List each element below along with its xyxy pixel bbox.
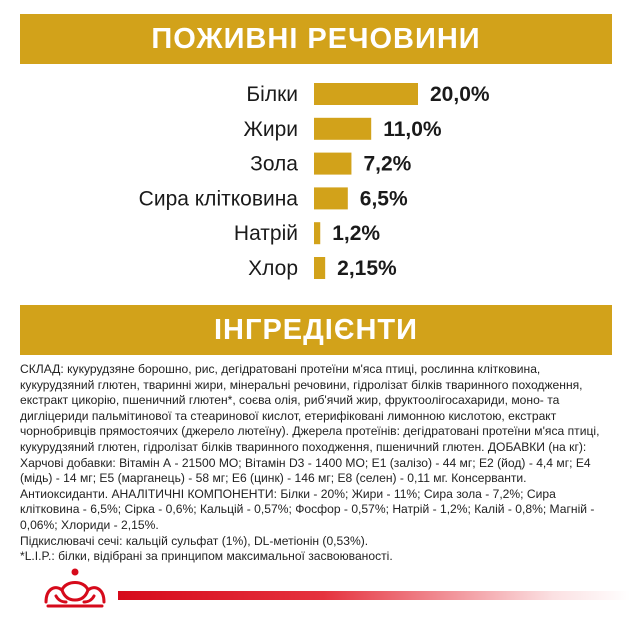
- nutrient-bar: [314, 118, 371, 140]
- nutrient-bar: [314, 187, 348, 209]
- acidifiers-paragraph: Підкислювачі сечі: кальцій сульфат (1%), DL-метіонін (0,53%).: [20, 533, 369, 548]
- nutrient-bar: [314, 153, 351, 175]
- nutrient-value-label: 1,2%: [332, 222, 381, 246]
- brand-red-stripe: [118, 591, 630, 600]
- nutrients-section-title: ПОЖИВНІ РЕЧОВИНИ: [20, 14, 612, 64]
- nutrient-bar: [314, 257, 325, 279]
- nutrient-label: Натрій: [233, 222, 298, 246]
- nutrient-bar: [314, 83, 418, 105]
- nutrient-value-label: 7,2%: [363, 152, 412, 176]
- ingredients-section-title: ІНГРЕДІЄНТИ: [20, 305, 612, 355]
- nutrient-label: Жири: [243, 117, 298, 141]
- nutrient-label: Хлор: [248, 257, 298, 280]
- nutrient-value-label: 2,15%: [337, 257, 397, 280]
- nutrient-value-label: 11,0%: [383, 117, 442, 141]
- nutrient-label: Сира клітковина: [138, 187, 298, 211]
- ingredients-text: [20, 362, 614, 565]
- nutrient-value-label: 6,5%: [359, 187, 408, 211]
- crown-logo-icon: [36, 566, 114, 612]
- nutrient-bar: [314, 222, 320, 244]
- footnote-paragraph: *L.I.P.: білки, відібрані за принципом максимальної засвоюваності.: [20, 549, 393, 564]
- nutrient-value-label: 20,0%: [430, 83, 490, 106]
- composition-paragraph: СКЛАД: кукурудзяне борошно, рис, дегідратовані протеїни м'яса птиці, рослинна клітковина, кукурудзяний глютен, тваринні жири, мінеральні речовини, гідролізат білків тваринного походження, екстракт цикорію, пшеничний глютен*, соєва олія, риб'ячий жир, фруктоолігосахариди, моно- та дигліцериди пальмітинової та стеаринової кислот, етерифіковані лимонною кислотою, екстракт чорнобривців прямостоячих (джерело лютеїну). Джерела протеїнів: дегідратовані протеїни м'яса птиці, кукурудзяний глютен, гідролізат білків тваринного походження, пшеничний глютен. ДОБАВКИ (на кг): Харчові добавки: Вітамін А - 21500 МО; Вітамін D3 - 1400 МО; Е1 (залізо) - 44 мг; Е2 (йод) - 4,4 мг; Е4 (мідь) - 14 мг; Е5 (марганець) - 58 мг; Е6 (цинк) - 146 мг; Е8 (селен) - 0,11 мг. Консерванти. Антиоксиданти. АНАЛІТИЧНІ КОМПОНЕНТИ: Білки - 20%; Жири - 11%; Сира зола - 7,2%; Сира клітковина - 6,5%; Сірка - 0,6%; Кальцій - 0,57%; Фосфор - 0,57%; Натрій - 1,2%; Калій - 0,8%; Магній - 0,06%; Хлориди - 2,15%.: [20, 362, 600, 532]
- nutrients-bar-chart: [0, 70, 630, 290]
- nutrient-label: Зола: [250, 152, 298, 176]
- nutrient-label: Білки: [246, 83, 298, 106]
